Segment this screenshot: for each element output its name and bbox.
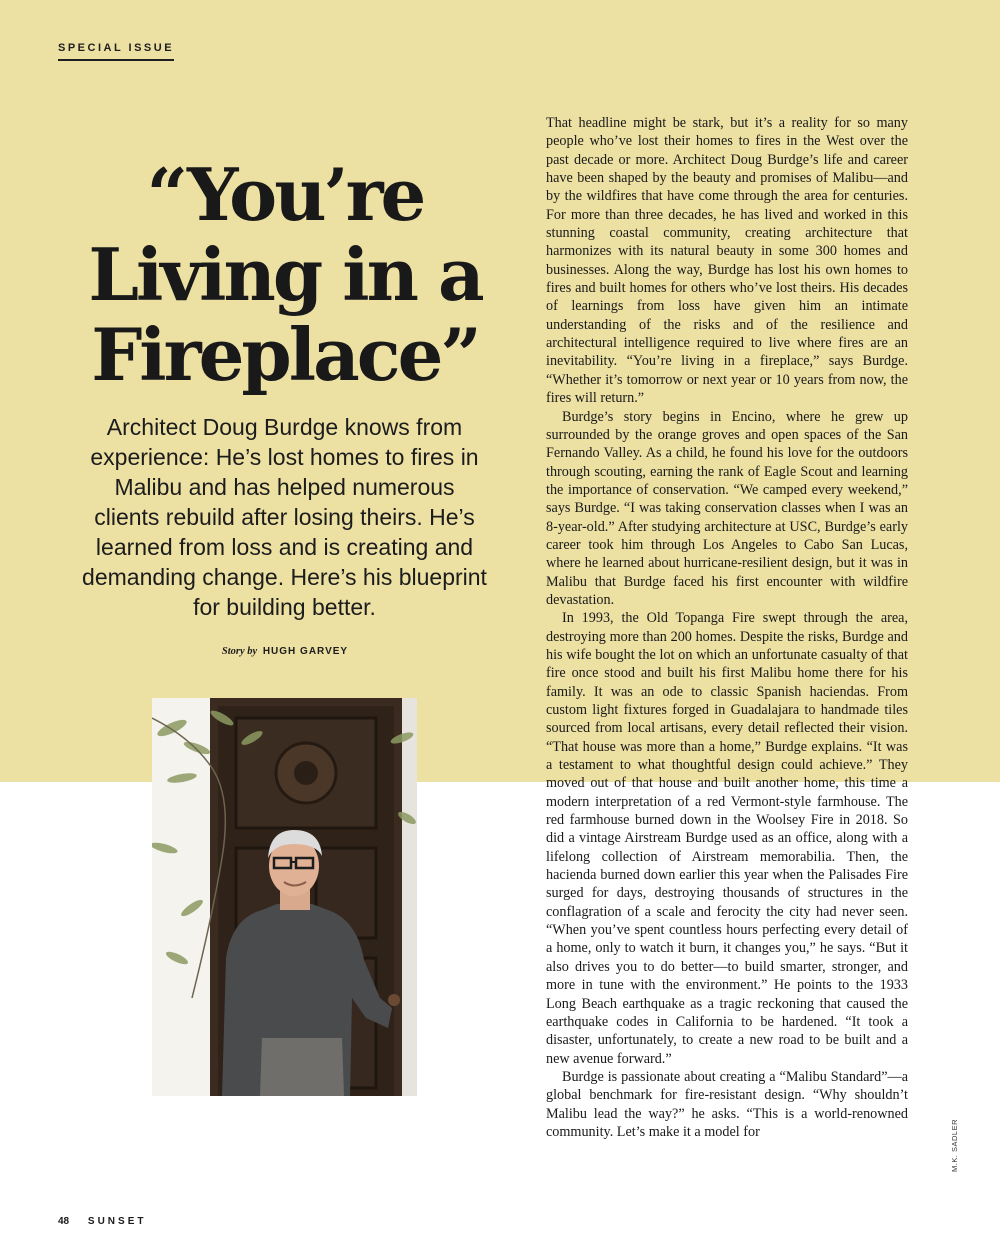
body-paragraph: That headline might be stark, but it’s a reality for so many people who’ve lost their homes to fires in the West over the past decade or more. Architect Doug Burdge’s life and career have been shaped by the beauty and promises of Malibu—and by the wildfires that have come through the area for centuries. For more than three decades, he has lived and worked in this stunning coastal community, creating architecture that harmonizes with its natural beauty in some 300 homes and businesses. Along the way, Burdge has lost his own homes to fires and built homes for others who’ve lost theirs. His decades of learnings from loss have given him an intimate understanding of the risks and of the resilience and architectural intelligence required to live where fires are an inevitability. “You’re living in a fireplace,” says Burdge. “Whether it’s tomorrow or next year or 10 years from now, the fires will return.” [546,115,908,407]
architect-portrait-photo [152,698,417,1096]
portrait-image [152,698,417,1096]
headline-line: Living in a [88,232,482,317]
body-paragraph: In 1993, the Old Topanga Fire swept through the area, destroying more than 200 homes. Despite the risks, Burdge and his wife bought the lot on which an unfortunate casualty of that fire once stood and built his first Malibu home there for his family. It was an ode to classic Spanish haciendas. From custom light fixtures forged in Guadalajara to handmade tiles sourced from local artisans, every detail reflected their vision. “That house was more than a home,” Burdge explains. “It was a testament to what thoughtful design could achieve.” They moved out of that house and built another home, this time a modern interpretation of a red Vermont-style farmhouse. The red farmhouse burned down in the Woolsey Fire in 2018. So did a vintage Airstream Burdge used as an office, along with a lifelong collection of Airstream memorabilia. Then, the hacienda burned down earlier this year when the Palisades Fire surged for days, destroying thousands of structures in the conflagration of a scale and ferocity the city had never seen. “When you’ve spent countless hours perfecting every detail of a home, only to watch it burn, it changes you,” he says. “But it also drives you to do better—to build smarter, stronger, and more in tune with the environment.” He points to the 1933 Long Beach earthquake as a tragic reckoning that caused the earthquake codes in California to be hardened. “It took a disaster, unfortunately, to create a new road to be built and a new avenue forward.” [546,610,908,1067]
headline-line: “You’re [146,152,424,237]
page-number: 48 [58,1216,70,1227]
byline-author: HUGH GARVEY [262,646,349,657]
body-paragraph: Burdge’s story begins in Encino, where he grew up surrounded by the orange groves and open spaces of the San Fernando Valley. As a child, he found his love for the outdoors through scouting, earning the rank of Eagle Scout and learning the importance of conservation. “We camped every weekend,” says Burdge. “I was taking conservation classes when I was an 8-year-old.” After studying architecture at USC, Burdge’s early career took him through Los Angeles to Cabo San Lucas, where he learned about hurricane-resilient design, but it was in Malibu that Burdge faced his first encounter with wildfire devastation. [546,408,908,608]
headline-line: Fireplace” [91,312,479,397]
page-folio [58,1216,146,1227]
dek: Architect Doug Burdge knows from experience: He’s lost homes to fires in Malibu and has helped numerous clients rebuild after losing theirs. He’s learned from loss and is creating and demanding change. Here’s his blueprint for building better. [82,414,487,620]
headline [60,152,510,397]
photo-credit: M.K. SADLER [950,1118,959,1172]
article-body [546,114,908,1141]
magazine-name: SUNSET [87,1216,147,1227]
byline [140,646,430,657]
byline-prefix: Story by [221,646,258,657]
section-tag: SPECIAL ISSUE [58,42,174,61]
body-paragraph: Burdge is passionate about creating a “Malibu Standard”—a global benchmark for fire-resistant design. “Why shouldn’t Malibu lead the way?” he asks. “This is a world-renowned community. Let’s make it a model for [546,1068,908,1140]
